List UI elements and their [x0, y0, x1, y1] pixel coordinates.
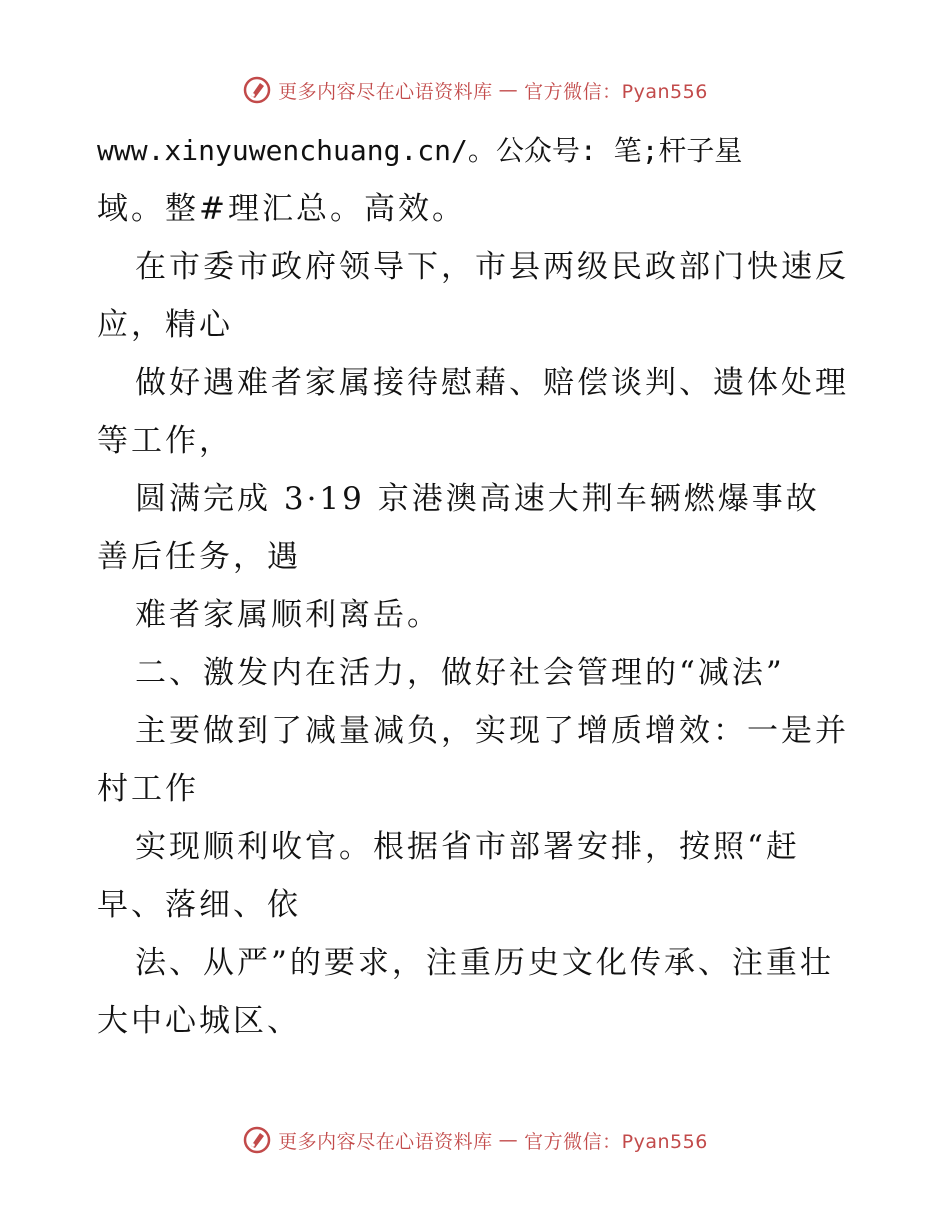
banner-wechat-text: 官方微信：Pyan556: [524, 80, 708, 103]
body-line: 大中心城区、: [97, 1003, 301, 1039]
footer-banner: [0, 1120, 950, 1160]
document-body: [97, 122, 857, 1050]
banner-separator: —: [498, 79, 519, 101]
banner-separator: —: [498, 1129, 519, 1151]
body-line: 圆满完成 3·19 京港澳高速大荆车辆燃爆事故: [135, 481, 820, 517]
body-line: 做好遇难者家属接待慰藉、赔偿谈判、遗体处理: [135, 365, 849, 401]
body-line: 善后任务，遇: [97, 539, 301, 575]
body-line: 在市委市政府领导下，市县两级民政部门快速反: [135, 249, 849, 285]
body-line: 村工作: [97, 771, 199, 807]
pen-nib-logo-icon: [242, 1125, 272, 1155]
header-banner: [0, 70, 950, 110]
banner-brand-text: 更多内容尽在心语资料库: [278, 80, 493, 103]
pen-nib-logo-icon: [242, 75, 272, 105]
body-line: 主要做到了减量减负，实现了增质增效：一是并: [135, 713, 849, 749]
body-line: 等工作，: [97, 423, 233, 459]
body-line: 法、从严”的要求，注重历史文化传承、注重壮: [135, 945, 834, 981]
body-line: 二、激发内在活力，做好社会管理的“减法”: [135, 655, 785, 691]
body-line: 域。整#理汇总。高效。: [97, 191, 466, 227]
banner-wechat-text: 官方微信：Pyan556: [524, 1130, 708, 1153]
body-line: 早、落细、依: [97, 887, 301, 923]
body-line: 应，精心: [97, 307, 233, 343]
body-line: 实现顺利收官。根据省市部署安排，按照“赶: [135, 829, 800, 865]
banner-brand-text: 更多内容尽在心语资料库: [278, 1130, 493, 1153]
body-line: 难者家属顺利离岳。: [135, 597, 441, 633]
body-line: www.xinyuwenchuang.cn/。公众号: 笔;杆子星: [97, 134, 743, 167]
